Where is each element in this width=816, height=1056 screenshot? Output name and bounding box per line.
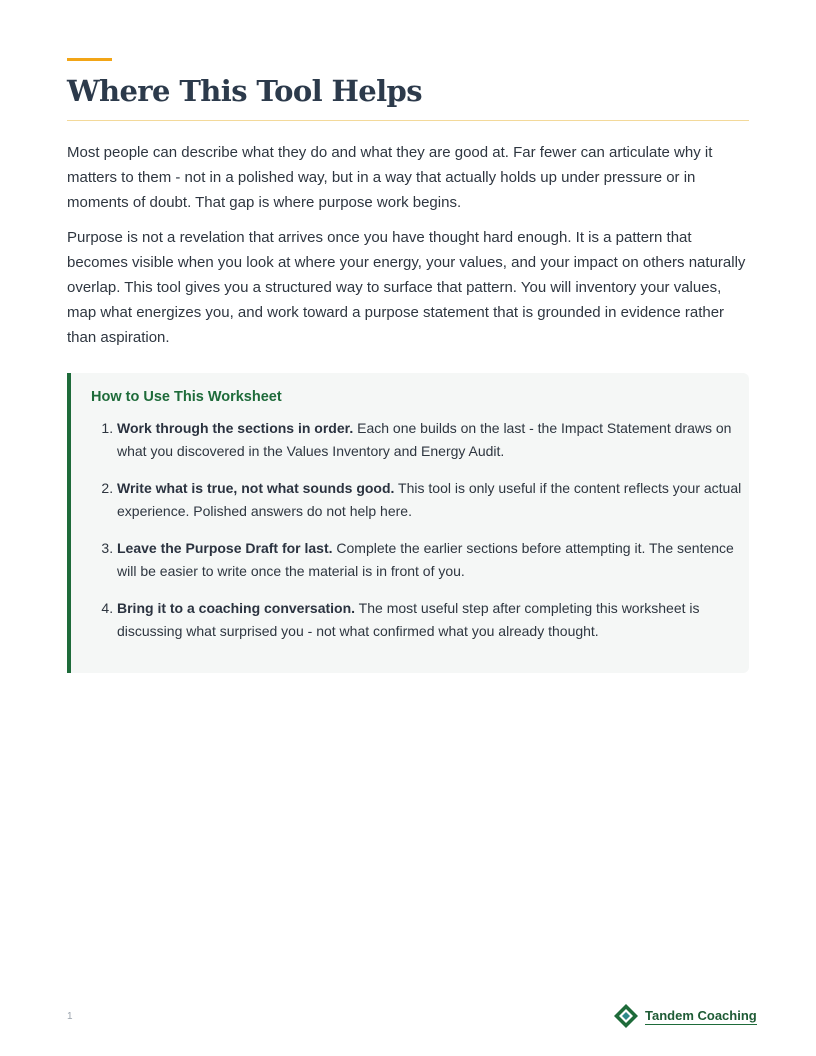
- page-number: 1: [67, 1011, 73, 1022]
- list-item: [117, 597, 757, 643]
- intro-section: [67, 140, 749, 360]
- step-text: Each one builds on the last - the Impact Statement draws on what you discovered in the Values Inventory and Energy Audit.: [117, 420, 732, 459]
- intro-paragraph: Most people can describe what they do and what they are good at. Far fewer can articulate why it matters to them - not in a polished way, but in a way that actually holds up under pressure or in moments of doubt. That gap is where purpose work begins.: [67, 144, 713, 211]
- step-text: This tool is only useful if the content reflects your actual experience. Polished answers do not help here.: [117, 480, 742, 519]
- step-lead: Write what is true, not what sounds good.: [117, 480, 395, 496]
- step-lead: Bring it to a coaching conversation.: [117, 600, 356, 616]
- list-item: [117, 537, 757, 583]
- title-divider: [67, 120, 749, 121]
- diamond-logo-icon: [613, 1003, 639, 1029]
- list-item: [117, 477, 757, 523]
- brand-logo: [613, 1003, 757, 1029]
- step-text: The most useful step after completing this worksheet is discussing what surprised you - not what confirmed what you already thought.: [117, 600, 700, 639]
- page-title: Where This Tool Helps: [67, 74, 422, 108]
- steps-list: [91, 417, 757, 657]
- brand-name: Tandem Coaching: [645, 1007, 757, 1023]
- list-item: [117, 417, 757, 463]
- title-accent-bar: [67, 58, 112, 61]
- callout-title: How to Use This Worksheet: [91, 389, 282, 405]
- step-lead: Work through the sections in order.: [117, 420, 354, 436]
- step-text: Complete the earlier sections before attempting it. The sentence will be easier to write once the material is in front of you.: [117, 540, 734, 579]
- intro-paragraph: Purpose is not a revelation that arrives once you have thought hard enough. It is a pattern that becomes visible when you look at where your energy, your values, and your impact on others naturally overlap. This tool gives you a structured way to surface that pattern. You will inventory your values, map what energizes you, and work toward a purpose statement that is grounded in evidence rather than aspiration.: [67, 229, 746, 346]
- step-lead: Leave the Purpose Draft for last.: [117, 540, 333, 556]
- how-to-callout: [67, 373, 749, 673]
